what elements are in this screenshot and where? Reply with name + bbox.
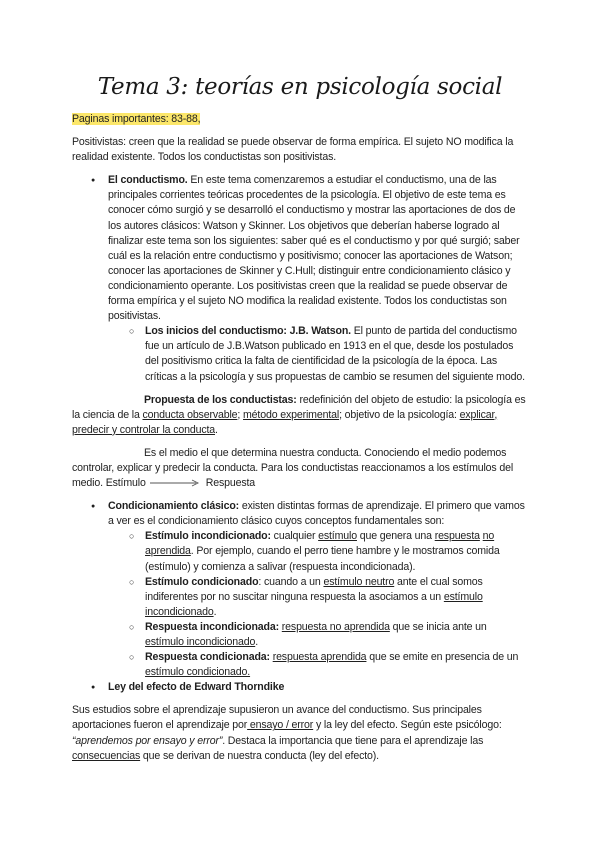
document-title: Tema 3: teorías en psicología social [97,74,503,100]
ec-underline-2: estímulo incondicionado [145,590,483,618]
ri-text-3: . [255,636,259,648]
ei-heading: Estímulo incondicionado: [145,530,271,543]
ec-text-1: : cuando a un [258,575,324,588]
rc-underline-2: estímulo condicionado. [145,666,251,679]
medio-paragraph [72,446,528,491]
bullet-clasico [72,499,528,529]
conducta-observable: conducta observable [142,408,238,421]
ensayo-error: ensayo / error [247,719,314,732]
ri-underline-2: estímulo incondicionado [145,636,256,648]
document-body [72,112,528,764]
ley-heading: Ley del efecto de Edward Thorndike [108,681,285,694]
consecuencias: consecuencias [72,749,141,762]
propuesta-text-4: . [215,423,218,436]
estudios-paragraph [72,703,528,763]
propuesta-text-1: redefinición del objeto de estudio: la psicología es la ciencia de la [72,393,526,421]
metodo-experimental: método experimental [243,408,340,421]
rc-text-2: que se emite en presencia de un [366,651,519,664]
arrow-icon [150,479,202,487]
thorndike-quote: “aprendemos por ensayo y error” [72,734,223,747]
conductismo-text: En este tema comenzaremos a estudiar el conductismo, una de las principales corrientes teóricas procedentes de la psicología. El objetivo de este tema es conocer cómo surgió y se desarrolló el conductismo y mostrar las aportaciones de dos de los autores clásicos: Watson y Skinner. Los objetivos que deberían haberse logrado al finalizar este tema son los siguientes: saber qué es el conductismo y por qué surgió; saber cuál es la relación entre conductismo y positivismo; conocer las aportaciones de Watson; conocer las aportaciones de Skinner y C.Hull; distinguir entre condicionamiento clásico y condicionamiento operante. Los positivistas creen que la realidad se puede observar de forma empírica y el sujeto NO modifica la realidad existente. Todos los conductistas son positivistas. [108,174,520,323]
ec-text-2: ante el cual somos indiferentes por no suscitar ninguna respuesta la asociamos a un [145,575,483,603]
estudios-text-2: y la ley del efecto. Según este psicólogo: [313,719,502,732]
objetivo-psicologia: explicar, predecir y controlar la conducta [72,408,498,436]
bullet-conductismo [72,173,528,324]
ec-heading: Estímulo condicionado [145,575,259,588]
propuesta-text-3: ; objetivo de la psicología: [339,408,460,421]
ei-text-4: . Por ejemplo, cuando el perro tiene hambre y le mostramos comida (estímulo) y comienza a salivar (respuesta incondicionada). [145,545,500,573]
clasico-text: existen distintas formas de aprendizaje. El primero que vamos a ver es el condicionamiento clásico cuyos conceptos fundamentales son: [108,500,525,528]
clasico-heading: Condicionamiento clásico: [108,500,240,513]
rc-underline-1: respuesta aprendida [272,651,367,664]
highlight-line [72,112,528,127]
ei-underline-1: estímulo [318,530,357,543]
bullet-estimulo-condicionado [72,575,528,620]
ei-text-2: que genera una [356,530,435,543]
ri-text-2: que se inicia ante un [389,620,487,633]
rc-heading: Respuesta condicionada: [145,651,270,664]
ri-underline-1: respuesta no aprendida [281,620,390,633]
estudios-text-3: . Destaca la importancia que tiene para el aprendizaje las [222,734,484,747]
bullet-ley-efecto [72,680,528,695]
respuesta-label: Respuesta [205,477,255,490]
propuesta-paragraph [72,393,528,438]
estudios-text-1: Sus estudios sobre el aprendizaje supusieron un avance del conductismo. Sus principales aportaciones fueron el aprendizaje por [72,704,482,732]
ei-underline-3: no aprendida [145,530,495,558]
propuesta-heading: Propuesta de los conductistas: [144,393,297,406]
highlighted-pages: Paginas importantes: 83-88, [72,113,201,125]
conductismo-heading: El conductismo. [108,174,188,187]
inicios-heading: Los inicios del conductismo: J.B. Watson. [145,325,351,338]
ec-text-3: . [213,605,217,618]
ec-underline-1: estímulo neutro [323,575,395,588]
intro-paragraph: Positivistas: creen que la realidad se puede observar de forma empírica. El sujeto NO modifica la realidad existente. Todos los conductistas son positivistas. [72,136,514,164]
ei-underline-2: respuesta [434,530,480,543]
propuesta-text-2: ; [237,408,243,421]
bullet-respuesta-incondicionada [72,620,528,650]
bullet-inicios [72,324,528,384]
ei-text-1: cualquier [270,530,319,543]
bullet-respuesta-condicionada [72,650,528,680]
inicios-text: El punto de partida del conductismo fue un artículo de J.B.Watson publicado en 1913 en el que, desde los postulados del positivismo critica la falta de cientificidad de la psicología de la época. Las críticas a la psicología y sus propuestas de cambio se resumen del siguiente modo. [145,325,525,383]
ri-heading: Respuesta incondicionada: [145,620,279,633]
estudios-text-4: que se derivan de nuestra conducta (ley del efecto). [140,749,379,762]
bullet-estimulo-incondicionado [72,529,528,574]
medio-text: Es el medio el que determina nuestra conducta. Conociendo el medio podemos controlar, explicar y predecir la conducta. Para los conductistas reaccionamos a los estímulos del medio. Estímulo [72,446,514,490]
